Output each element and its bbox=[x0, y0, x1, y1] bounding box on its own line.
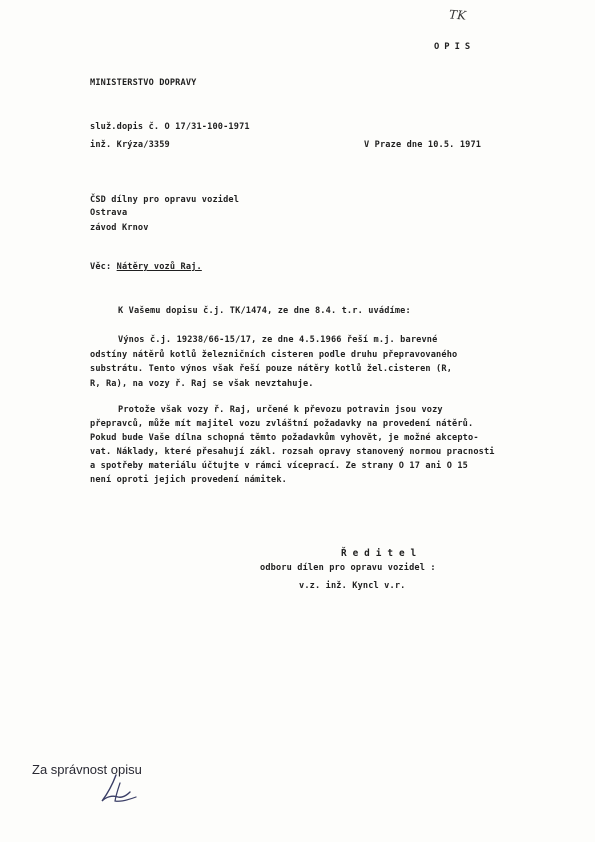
date-line: V Praze dne 10.5. 1971 bbox=[364, 140, 482, 150]
author-line: inž. Krýza/3359 bbox=[90, 140, 170, 150]
body-line-7: přepravců, může mít majitel vozu zvláštní požadavky na provedení nátěrů. bbox=[90, 419, 474, 429]
subject-label: Věc: bbox=[90, 262, 112, 272]
body-line-6: Protože však vozy ř. Raj, určené k převozu potravin jsou vozy bbox=[118, 405, 443, 415]
body-line-2: Výnos č.j. 19238/66-15/17, ze dne 4.5.1966 řeší m.j. barevné bbox=[118, 335, 438, 345]
copy-label: OPIS bbox=[434, 42, 476, 52]
recipient-line-3: závod Krnov bbox=[90, 223, 149, 233]
reference-number: služ.dopis č. O 17/31-100-1971 bbox=[90, 122, 250, 132]
body-line-5: R, Ra), na vozy ř. Raj se však nevztahuje. bbox=[90, 379, 314, 389]
body-line-10: a spotřeby materiálu účtujte v rámci víceprací. Ze strany O 17 ani O 15 bbox=[90, 461, 468, 471]
ministry-header: MINISTERSTVO DOPRAVY bbox=[90, 78, 197, 88]
handwritten-signature bbox=[96, 773, 142, 807]
subject-line bbox=[90, 262, 202, 273]
recipient-line-1: ČSD dílny pro opravu vozidel bbox=[90, 195, 240, 205]
body-line-4: substrátu. Tento výnos však řeší pouze nátěry kotlů žel.cisteren (R, bbox=[90, 364, 453, 374]
signature-title: Ř e d i t e l bbox=[341, 548, 417, 559]
body-line-3: odstíny nátěrů kotlů železničních cisteren podle druhu přepravovaného bbox=[90, 350, 458, 360]
body-line-1: K Vašemu dopisu č.j. TK/1474, ze dne 8.4. t.r. uvádíme: bbox=[118, 306, 411, 316]
body-line-11: není oproti jejich provedení námitek. bbox=[90, 475, 287, 485]
recipient-line-2: Ostrava bbox=[90, 208, 128, 218]
certification-stamp: Za správnost opisu bbox=[32, 762, 142, 777]
body-line-8: Pokud bude Vaše dílna schopná těmto požadavkům vyhovět, je možné akcepto- bbox=[90, 433, 479, 443]
body-line-9: vat. Náklady, které přesahují zákl. rozsah opravy stanovený normou pracnosti bbox=[90, 447, 495, 457]
handwritten-mark: TK bbox=[448, 7, 467, 23]
signature-department: odboru dílen pro opravu vozidel : bbox=[260, 563, 436, 573]
subject-text: Nátěry vozů Raj. bbox=[116, 262, 202, 272]
signature-name: v.z. inž. Kyncl v.r. bbox=[299, 581, 406, 591]
